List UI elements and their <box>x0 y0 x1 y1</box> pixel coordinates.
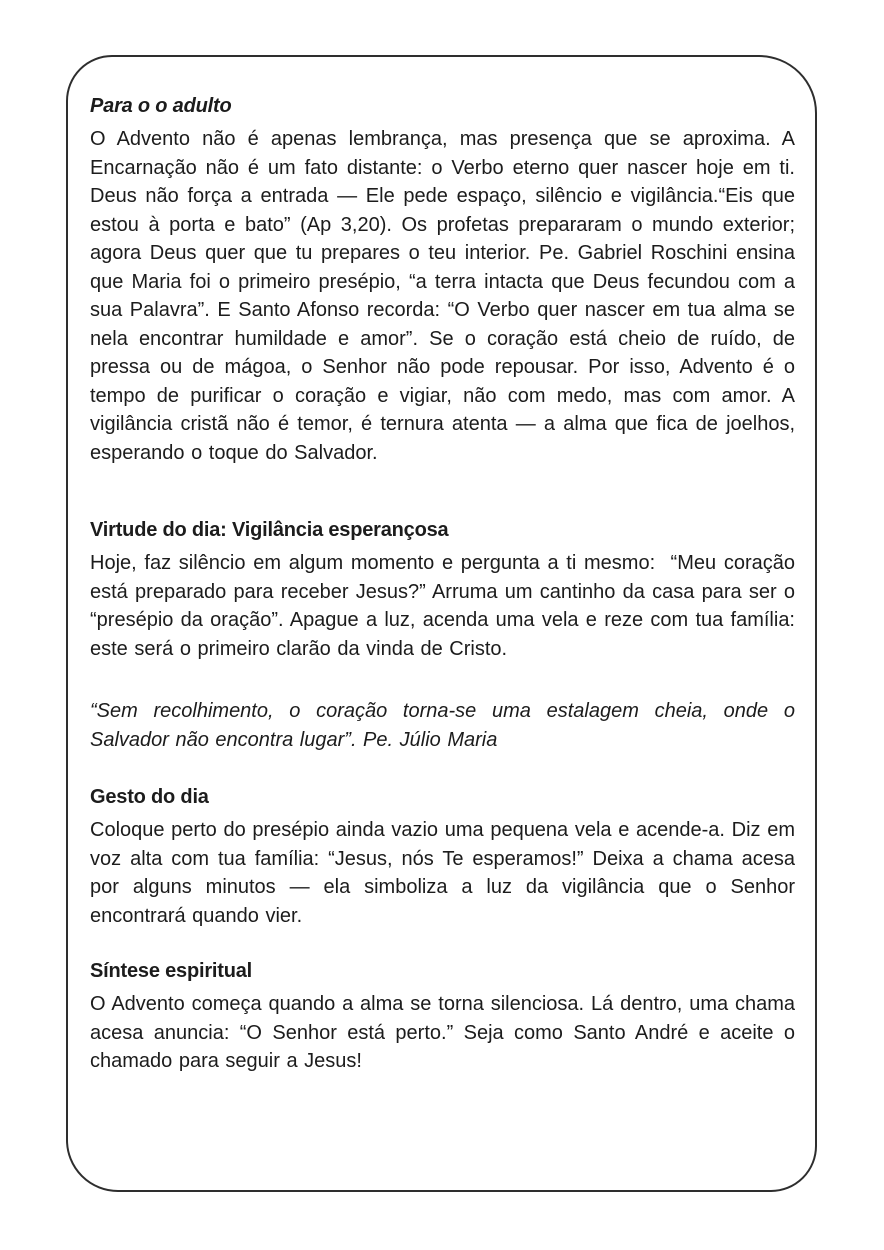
section-synthesis <box>90 958 795 1076</box>
quote-text: “Sem recolhimento, o coração torna-se uma estalagem cheia, onde o Salvador não encontra lugar”. Pe. Júlio Maria <box>90 700 795 751</box>
section-gesture <box>90 784 795 930</box>
content-card <box>66 55 817 1192</box>
section-virtue <box>90 517 795 663</box>
virtue-body: Hoje, faz silêncio em algum momento e pergunta a ti mesmo: “Meu coração está preparado para receber Jesus?” Arruma um cantinho da casa para ser o “presépio da oração”. Apague a luz, acenda uma vela e reze com tua família: este será o primeiro clarão da vinda de Cristo. <box>90 552 795 660</box>
synthesis-body: O Advento começa quando a alma se torna silenciosa. Lá dentro, uma chama acesa anuncia: “O Senhor está perto.” Seja como Santo André e aceite o chamado para seguir a Jesus! <box>90 993 795 1072</box>
synthesis-heading: Síntese espiritual <box>90 960 253 982</box>
adult-body: O Advento não é apenas lembrança, mas presença que se aproxima. A Encarnação não é um fato distante: o Verbo eterno quer nascer hoje em ti. Deus não força a entrada — Ele pede espaço, silêncio e vigilância.“Eis que estou à porta e bato” (Ap 3,20). Os profetas prepararam o mundo exterior; agora Deus quer que tu prepares o teu interior. Pe. Gabriel Roschini ensina que Maria foi o primeiro presépio, “a terra intacta que Deus fecundou com a sua Palavra”. E Santo Afonso recorda: “O Verbo quer nascer em tua alma se nela encontrar humildade e amor”. Se o coração está cheio de ruído, de pressa ou de mágoa, o Senhor não pode repousar. Por isso, Advento é o tempo de purificar o coração e vigiar, não com medo, mas com amor. A vigilância cristã não é temor, é ternura atenta — a alma que fica de joelhos, esperando o toque do Salvador. <box>90 128 795 464</box>
gesture-heading: Gesto do dia <box>90 786 209 808</box>
virtue-heading: Virtude do dia: Vigilância esperançosa <box>90 519 449 541</box>
adult-heading: Para o o adulto <box>90 95 232 117</box>
section-adult <box>90 93 795 467</box>
section-quote <box>90 697 795 754</box>
gesture-body: Coloque perto do presépio ainda vazio uma pequena vela e acende-a. Diz em voz alta com tua família: “Jesus, nós Te esperamos!” Deixa a chama acesa por alguns minutos — ela simboliza a luz da vigilância que o Senhor encontrará quando vier. <box>90 819 795 927</box>
